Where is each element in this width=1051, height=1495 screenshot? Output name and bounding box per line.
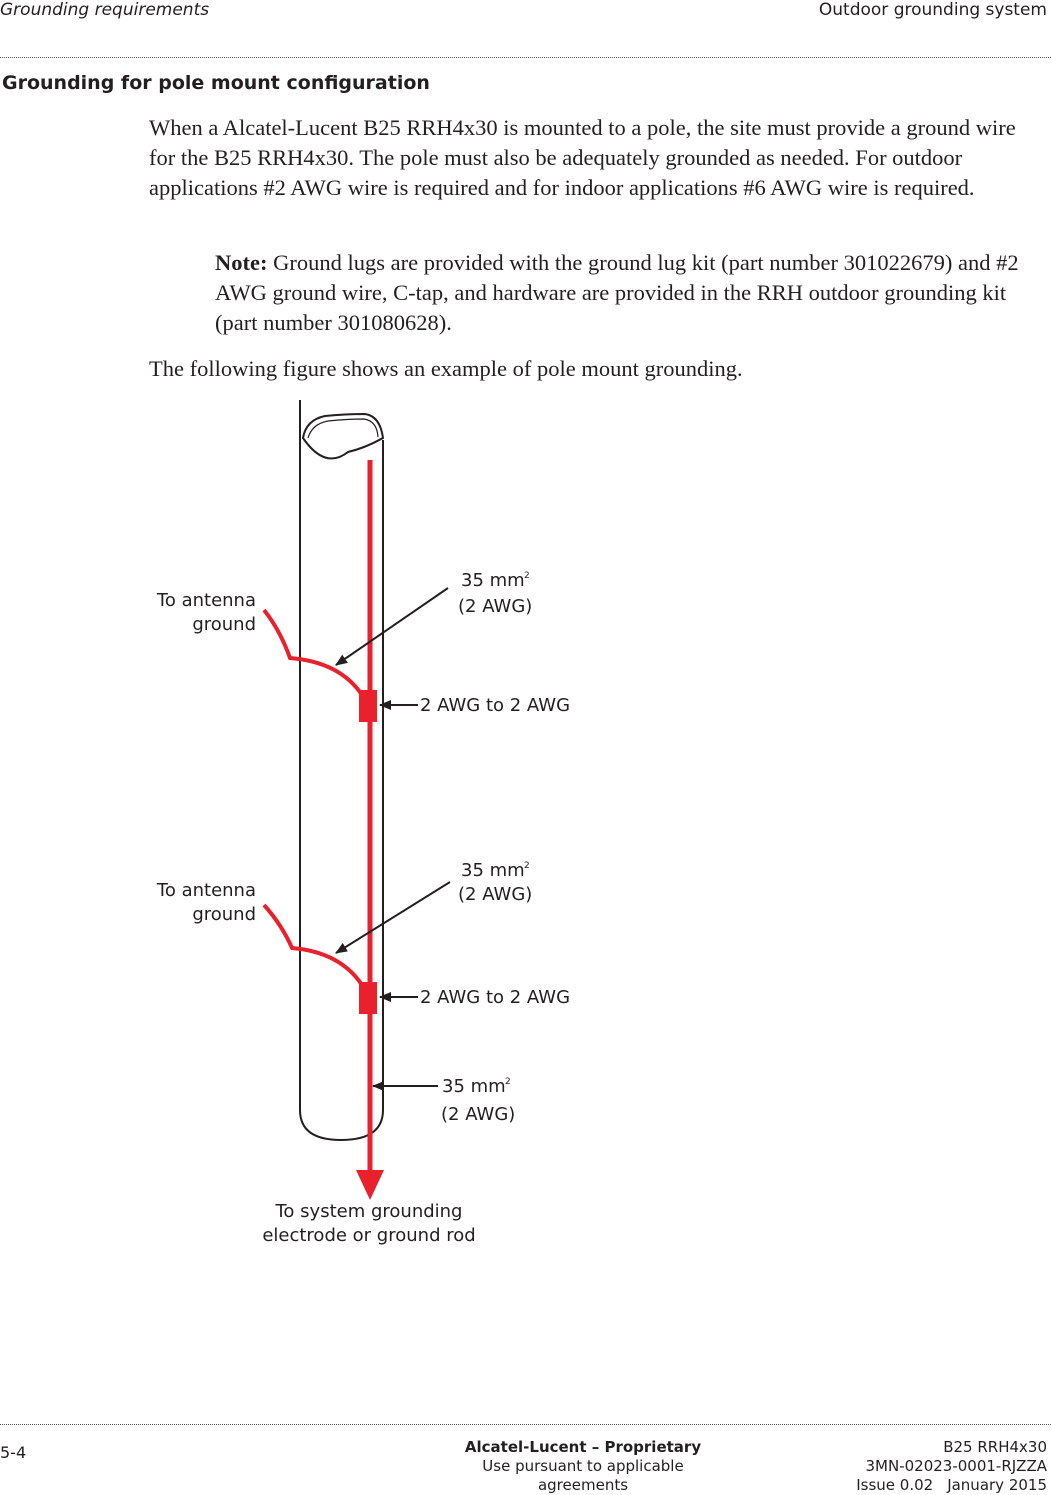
upper-wire-leader	[336, 588, 448, 665]
upper-antenna-label-1: To antenna	[156, 590, 256, 611]
header-section-title: Outdoor grounding system	[818, 0, 1047, 20]
footer-product: B25 RRH4x30	[943, 1438, 1047, 1456]
section-title: Grounding for pole mount configuration	[2, 72, 430, 94]
bottom-wire-size: 35 mm	[442, 1076, 506, 1097]
bottom-wire-awg: (2 AWG)	[441, 1104, 516, 1125]
upper-wire-size: 35 mm	[461, 570, 525, 591]
destination-label-2: electrode or ground rod	[262, 1225, 476, 1246]
upper-antenna-label-2: ground	[192, 614, 256, 635]
header-chapter-title: Grounding requirements	[0, 0, 210, 20]
footer-date: January 2015	[947, 1476, 1047, 1494]
note-text: Ground lugs are provided with the ground lug kit (part number 301022679) and #2 AWG ground wire, C-tap, and hardware are provided in the RRH outdoor grounding kit (part number 301080628).	[215, 250, 1019, 335]
footer-issue: Issue 0.02	[856, 1476, 934, 1494]
pole-top	[303, 414, 383, 458]
upper-connector-label: 2 AWG to 2 AWG	[420, 695, 571, 716]
page-number: 5-4	[0, 1443, 27, 1462]
lower-connector-label: 2 AWG to 2 AWG	[420, 987, 571, 1008]
footer-proprietary-line2: Use pursuant to applicable agreements	[482, 1457, 684, 1494]
upper-connector	[359, 690, 377, 722]
footer-proprietary-line1: Alcatel-Lucent – Proprietary	[464, 1438, 702, 1456]
footer-issue-line	[856, 1476, 1047, 1495]
lower-antenna-label-2: ground	[192, 904, 256, 925]
footer-proprietary	[448, 1438, 718, 1495]
upper-antenna-wire	[264, 610, 362, 695]
lower-wire-awg: (2 AWG)	[458, 884, 533, 905]
lower-wire-sup: 2	[524, 861, 530, 871]
note-paragraph	[215, 248, 1050, 338]
header-divider	[0, 57, 1051, 58]
pole-grounding-figure	[0, 400, 1051, 1280]
bottom-wire-sup: 2	[505, 1077, 511, 1087]
intro-paragraph: When a Alcatel-Lucent B25 RRH4x30 is mounted to a pole, the site must provide a ground wire for the B25 RRH4x30. The pole must also be adequately grounded as needed. For outdoor applications #2 AWG wire is required and for indoor applications #6 AWG wire is required.	[149, 115, 1016, 200]
lower-wire-size: 35 mm	[461, 860, 525, 881]
upper-wire-sup: 2	[524, 571, 530, 581]
footer-divider	[0, 1424, 1051, 1425]
down-arrow-icon	[356, 1170, 384, 1200]
main-ground-wire	[356, 460, 384, 1200]
lower-connector	[359, 982, 377, 1014]
upper-wire-awg: (2 AWG)	[458, 596, 533, 617]
footer-doc-info	[856, 1438, 1047, 1495]
lower-wire-leader	[336, 882, 450, 953]
footer-doc-number: 3MN-02023-0001-RJZZA	[865, 1457, 1047, 1475]
figure-intro-paragraph: The following figure shows an example of pole mount grounding.	[149, 356, 743, 381]
destination-label-1: To system grounding	[275, 1201, 463, 1222]
lower-antenna-label-1: To antenna	[156, 880, 256, 901]
note-label: Note:	[215, 250, 268, 275]
